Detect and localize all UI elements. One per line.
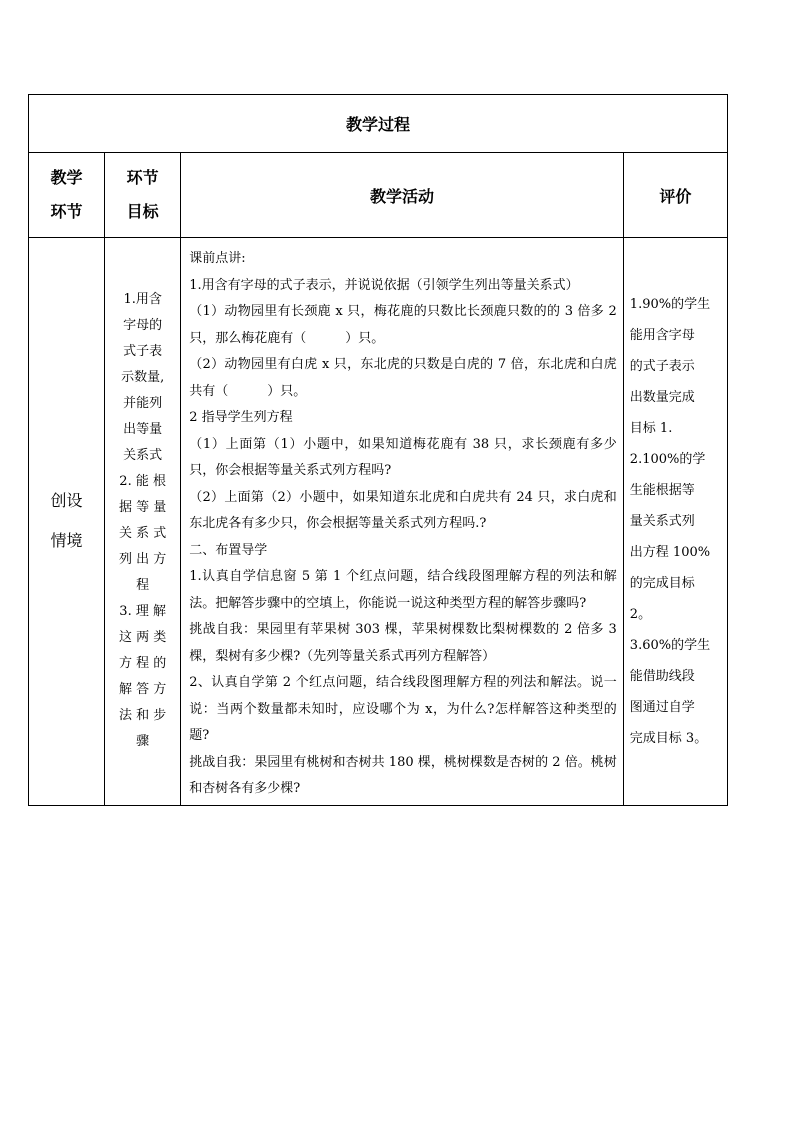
header-stage — [29, 153, 105, 238]
goal-line: 程 — [136, 578, 150, 594]
activity-paragraph: （2）上面第（2）小题中，如果知道东北虎和白虎共有 24 只，求白虎和东北虎各有多少只，你会根据等量关系式列方程吗.? — [189, 489, 617, 531]
evaluation-line: 能用含字母 — [629, 327, 695, 343]
goal-line: 字母的 — [123, 318, 163, 334]
header-evaluation: 评价 — [623, 153, 727, 238]
activity-paragraph: 2 指导学生列方程 — [189, 410, 293, 425]
activity-cell — [181, 238, 624, 806]
evaluation-line: 3.60%的学生 — [629, 637, 711, 653]
evaluation-line: 1.90%的学生 — [629, 296, 711, 312]
goal-line: 示数量, — [121, 370, 165, 386]
activity-paragraph: （1）上面第（1）小题中，如果知道梅花鹿有 38 只，求长颈鹿有多少只，你会根据等量关系式列方程吗? — [189, 436, 617, 478]
header-goal-line-1: 环节 — [126, 168, 159, 187]
evaluation-line: 出方程 100% — [629, 544, 711, 560]
evaluation-line: 出数量完成 — [629, 389, 695, 405]
header-goal-line-2: 目标 — [126, 202, 159, 221]
evaluation-line: 2。 — [629, 606, 652, 622]
goal-line: 列 出 方 — [119, 552, 167, 568]
goal-line: 1.用含 — [123, 292, 162, 308]
activity-paragraph: 二、布置导学 — [189, 542, 268, 558]
evaluation-line: 能借助线段 — [629, 668, 695, 684]
activity-paragraph: 挑战自我：果园里有苹果树 303 棵，苹果树棵数比梨树棵数的 2 倍多 3 棵，梨树有多少棵?（先列等量关系式再列方程解答） — [189, 622, 617, 664]
teaching-process-table — [28, 94, 728, 806]
evaluation-line: 的完成目标 — [629, 575, 695, 591]
table-row — [29, 238, 728, 806]
activity-paragraph: （1）动物园里有长颈鹿 x 只，梅花鹿的只数比长颈鹿只数的的 3 倍多 2 只，那么梅花鹿有（ ）只。 — [189, 304, 617, 346]
goal-line: 关 系 式 — [119, 526, 167, 542]
stage-cell — [29, 238, 105, 806]
activity-paragraph: 1.用含有字母的式子表示，并说说依据（引领学生列出等量关系式） — [189, 277, 579, 293]
goal-line: 解 答 方 — [119, 682, 167, 698]
table-title: 教学过程 — [29, 95, 728, 153]
goal-line: 并能列 — [123, 396, 163, 412]
evaluation-line: 的式子表示 — [629, 358, 695, 374]
header-goal — [105, 153, 181, 238]
goal-line: 关系式 — [123, 448, 163, 464]
header-stage-line-1: 教学 — [50, 168, 83, 187]
goal-line: 3. 理 解 — [119, 604, 166, 620]
goal-line: 法 和 步 — [119, 708, 167, 724]
evaluation-line: 2.100%的学 — [629, 451, 706, 467]
header-activity: 教学活动 — [181, 153, 624, 238]
goal-line: 式子表 — [123, 344, 163, 360]
evaluation-line: 图通过自学 — [629, 699, 695, 715]
activity-paragraph: 挑战自我：果园里有桃树和杏树共 180 棵，桃树棵数是杏树的 2 倍。桃树和杏树各有多少棵? — [189, 754, 617, 796]
goal-line: 这 两 类 — [119, 630, 167, 646]
header-stage-line-2: 环节 — [50, 202, 83, 221]
evaluation-line: 目标 1. — [629, 420, 673, 436]
evaluation-cell — [623, 238, 727, 806]
goal-line: 2. 能 根 — [119, 474, 166, 490]
activity-paragraph: （2）动物园里有白虎 x 只，东北虎的只数是白虎的 7 倍，东北虎和白虎共有（ ）只。 — [189, 357, 617, 399]
evaluation-line: 完成目标 3。 — [629, 730, 708, 746]
goal-line: 出等量 — [123, 422, 163, 438]
activity-paragraph: 1.认真自学信息窗 5 第 1 个红点问题，结合线段图理解方程的列法和解法。把解答步骤中的空填上，你能说一说这种类型方程的解答步骤吗? — [189, 569, 617, 611]
evaluation-line: 量关系式列 — [629, 513, 695, 529]
stage-line-2: 情境 — [50, 531, 83, 551]
stage-line-1: 创设 — [50, 491, 83, 511]
activity-paragraph: 课前点讲: — [189, 251, 246, 266]
goal-line: 骤 — [136, 734, 150, 750]
evaluation-line: 生能根据等 — [629, 482, 695, 498]
activity-paragraph: 2、认真自学第 2 个红点问题，结合线段图理解方程的列法和解法。说一说：当两个数量都未知时，应设哪个为 x，为什么?怎样解答这种类型的题? — [189, 675, 617, 743]
goals-cell — [105, 238, 181, 806]
goal-line: 据 等 量 — [119, 500, 167, 516]
goal-line: 方 程 的 — [119, 656, 167, 672]
